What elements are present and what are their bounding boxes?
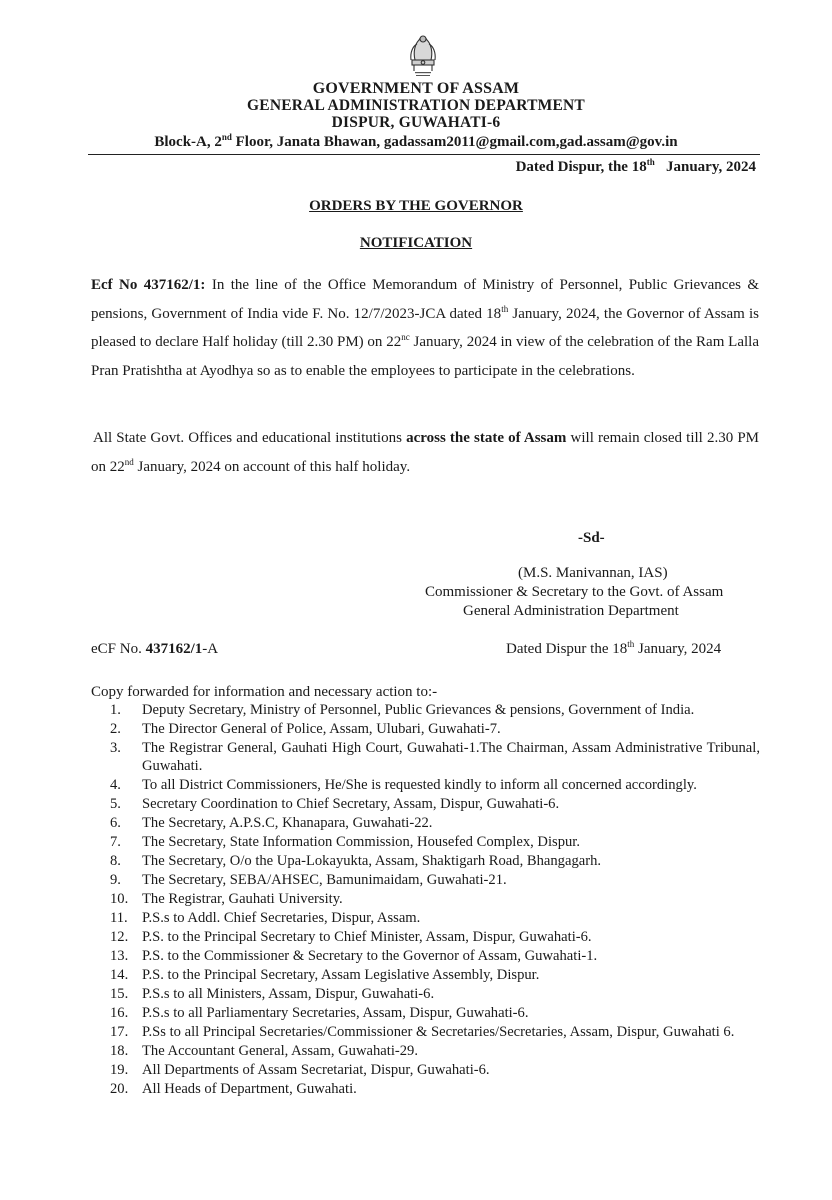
list-item-text: All Heads of Department, Guwahati. [142, 1080, 357, 1097]
notification-paragraph-2: All State Govt. Offices and educational institutions across the state of Assam will remain closed till 2.30 PM on 22nd January, 2024 on account of this half holiday. [91, 430, 759, 475]
list-item [110, 872, 760, 890]
header-address: Block-A, 2nd Floor, Janata Bhawan, gadassam2011@gmail.com,gad.assam@gov.in [154, 132, 678, 150]
list-item [110, 834, 760, 852]
list-item-number: 9. [110, 871, 121, 888]
list-item-text: Secretary Coordination to Chief Secretary, Assam, Dispur, Guwahati-6. [142, 795, 560, 812]
list-item [110, 891, 760, 909]
copy-recipient-list [110, 702, 760, 1100]
list-item-number: 12. [110, 928, 129, 945]
list-item [110, 986, 760, 1004]
list-item [110, 796, 760, 814]
signatory-name: (M.S. Manivannan, IAS) [518, 565, 668, 581]
list-item [110, 1043, 760, 1061]
orders-title: ORDERS BY THE GOVERNOR [309, 198, 523, 214]
list-item [110, 967, 760, 985]
list-item-number: 2. [110, 721, 121, 737]
list-item-number: 7. [110, 833, 121, 850]
list-item-number: 15. [110, 985, 129, 1002]
list-item-number: 13. [110, 947, 129, 964]
list-item-text: P.S. to the Principal Secretary to Chief Minister, Assam, Dispur, Guwahati-6. [142, 928, 592, 945]
list-item-text: The Registrar, Gauhati University. [142, 890, 343, 907]
list-item-text: The Secretary, State Information Commission, Housefed Complex, Dispur. [142, 833, 581, 850]
list-item [110, 1081, 760, 1099]
list-item-text: P.S. to the Principal Secretary, Assam Legislative Assembly, Dispur. [142, 966, 540, 983]
list-item-text: The Accountant General, Assam, Guwahati-29. [142, 1042, 418, 1059]
list-item-text: The Secretary, SEBA/AHSEC, Bamunimaidam, Guwahati-21. [142, 871, 507, 888]
list-item-number: 20. [110, 1080, 129, 1097]
list-item-text: P.S. to the Commissioner & Secretary to the Governor of Assam, Guwahati-1. [142, 947, 598, 964]
ecf-reference: Ecf No 437162/1: [91, 277, 206, 293]
signature-mark: -Sd- [578, 530, 605, 546]
list-item [110, 721, 760, 739]
header-government: GOVERNMENT OF ASSAM [312, 80, 520, 97]
list-item-text: Deputy Secretary, Ministry of Personnel, Public Grievances & pensions, Government of India. [142, 702, 695, 718]
endorsement-date: Dated Dispur the 18th January, 2024 [506, 639, 722, 657]
list-item [110, 740, 760, 775]
list-item-number: 18. [110, 1042, 129, 1059]
list-item-number: 11. [110, 909, 128, 926]
list-item-number: 10. [110, 890, 129, 907]
list-item-text: P.S.s to all Parliamentary Secretaries, Assam, Dispur, Guwahati-6. [142, 1004, 529, 1021]
copy-forwarded-intro: Copy forwarded for information and necessary action to:- [91, 684, 438, 700]
list-item-number: 5. [110, 795, 121, 812]
list-item-text: The Secretary, A.P.S.C, Khanapara, Guwahati-22. [142, 814, 433, 831]
list-item-text: All Departments of Assam Secretariat, Dispur, Guwahati-6. [142, 1061, 490, 1078]
list-item-text: P.S.s to all Ministers, Assam, Dispur, Guwahati-6. [142, 985, 435, 1002]
list-item-text: The Director General of Police, Assam, Ulubari, Guwahati-7. [142, 721, 501, 737]
document-date: Dated Dispur, the 18th January, 2024 [515, 157, 756, 175]
list-item-text: The Secretary, O/o the Upa-Lokayukta, Assam, Shaktigarh Road, Bhangagarh. [142, 852, 602, 869]
list-item-text: P.S.s to Addl. Chief Secretaries, Dispur, Assam. [142, 909, 421, 926]
list-item-number: 4. [110, 776, 121, 793]
list-item [110, 853, 760, 871]
list-item-number: 8. [110, 852, 121, 869]
notification-paragraph-1: Ecf No 437162/1: In the line of the Office Memorandum of Ministry of Personnel, Public Grievances & pensions, Government of India vide F. No. 12/7/2023-JCA dated 18th January, 2024, the Governor of Assam is pleased to declare Half holiday (till 2.30 PM) on $22^{nc}$ January, 2024 in view of the celebration of the Ram Lalla Pran Pratishtha at Ayodhya so as to enable the employees to participate in the celebrations. [91, 277, 760, 379]
list-item [110, 702, 760, 720]
list-item-number: 14. [110, 966, 129, 983]
list-item [110, 777, 760, 795]
list-item-text: The Registrar General, Gauhati High Court, Guwahati-1.The Chairman, Assam Administrative Tribunal, Guwahati. [142, 740, 760, 774]
endorsement-number: eCF No. 437162/1-A [91, 641, 219, 657]
list-item [110, 929, 760, 947]
list-item [110, 1062, 760, 1080]
list-item-text: To all District Commissioners, He/She is requested kindly to inform all concerned accordingly. [142, 776, 697, 793]
notification-title: NOTIFICATION [359, 235, 473, 251]
header-divider [88, 154, 760, 155]
header-department: GENERAL ADMINISTRATION DEPARTMENT [247, 97, 585, 114]
list-item [110, 948, 760, 966]
list-item-number: 17. [110, 1023, 129, 1040]
list-item-number: 3. [110, 740, 121, 756]
signatory-department: General Administration Department [463, 603, 679, 619]
list-item [110, 815, 760, 833]
list-item-number: 16. [110, 1004, 129, 1021]
national-emblem-icon [405, 30, 441, 80]
list-item [110, 1024, 760, 1042]
signatory-designation: Commissioner & Secretary to the Govt. of Assam [425, 584, 724, 600]
list-item-number: 19. [110, 1061, 129, 1078]
header-location: DISPUR, GUWAHATI-6 [331, 114, 501, 131]
list-item-number: 6. [110, 814, 121, 831]
list-item-number: 1. [110, 702, 121, 718]
list-item [110, 910, 760, 928]
list-item-text: P.Ss to all Principal Secretaries/Commissioner & Secretaries/Secretaries, Assam, Dispur, Guwahati 6. [142, 1023, 735, 1040]
list-item [110, 1005, 760, 1023]
